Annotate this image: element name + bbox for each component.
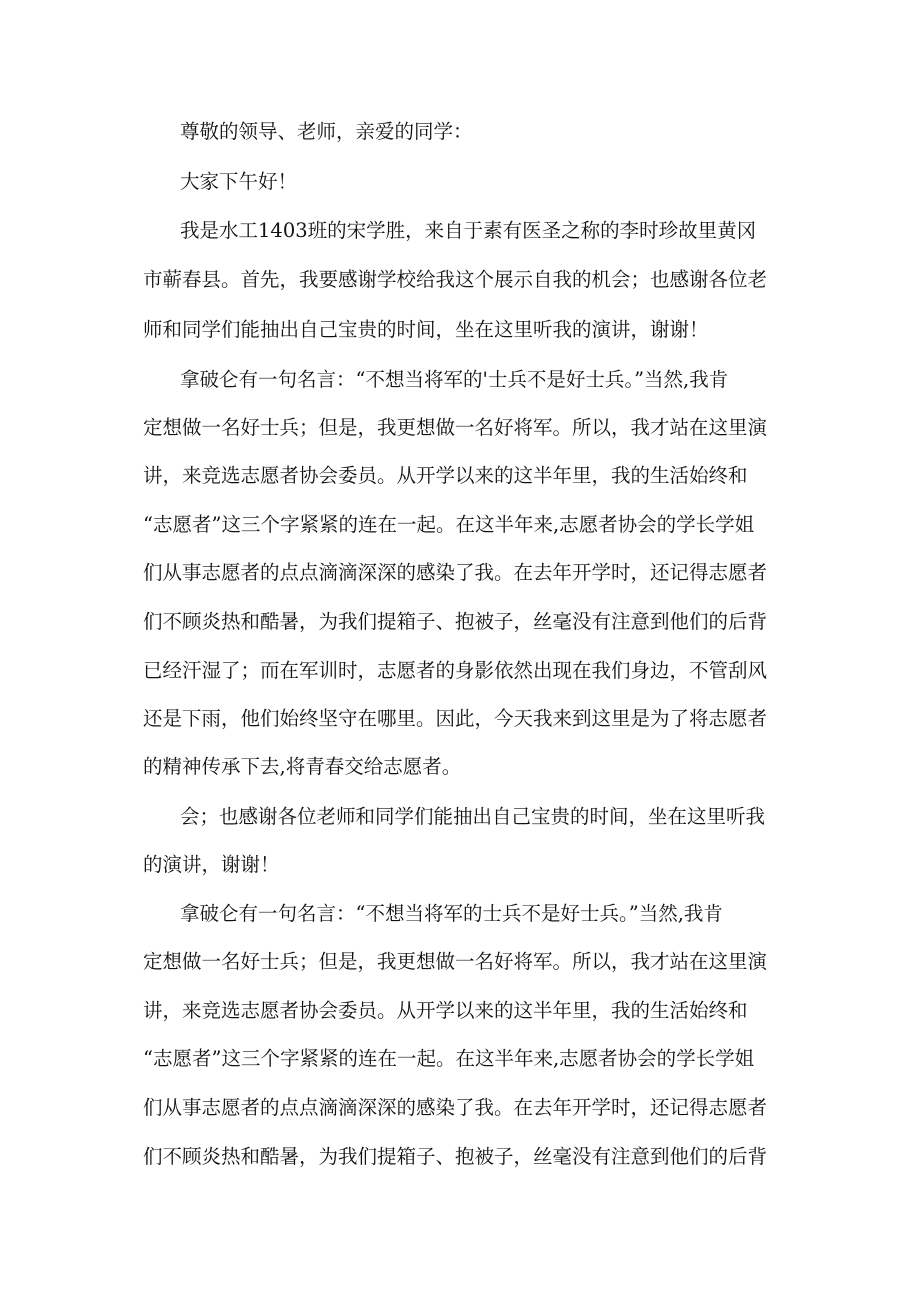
paragraph-line: 们从事志愿者的点点滴滴深深的感染了我。在去年开学时，还记得志愿者	[143, 561, 768, 584]
paragraph-line: “志愿者”这三个字紧紧的连在一起。在这半年来,志愿者协会的学长学姐	[143, 513, 755, 536]
paragraph-line: 讲，来竞选志愿者协会委员。从开学以来的这半年里，我的生活始终和	[143, 999, 748, 1022]
paragraph-line: 讲，来竞选志愿者协会委员。从开学以来的这半年里，我的生活始终和	[143, 464, 748, 487]
paragraph-line: “志愿者”这三个字紧紧的连在一起。在这半年来,志愿者协会的学长学姐	[143, 1047, 755, 1070]
paragraph-line: 我是水工1403班的宋学胜，来自于素有医圣之称的李时珍故里黄冈	[180, 219, 757, 242]
salutation-line: 大家下午好！	[180, 170, 298, 193]
greeting-line: 尊敬的领导、老师，亲爱的同学：	[180, 120, 473, 143]
paragraph-line: 的精神传承下去,将青春交给志愿者。	[143, 755, 462, 778]
paragraph-line: 定想做一名好士兵；但是，我更想做一名好将军。所以，我才站在这里演	[143, 416, 768, 439]
paragraph-line: 们从事志愿者的点点滴滴深深的感染了我。在去年开学时，还记得志愿者	[143, 1096, 768, 1119]
paragraph-line: 定想做一名好士兵；但是，我更想做一名好将军。所以，我才站在这里演	[143, 950, 768, 973]
paragraph-line: 会；也感谢各位老师和同学们能抽出自己宝贵的时间，坐在这里听我	[180, 805, 766, 828]
paragraph-line: 的演讲，谢谢！	[143, 853, 280, 876]
paragraph-line: 市蕲春县。首先，我要感谢学校给我这个展示自我的机会；也感谢各位老	[143, 268, 768, 291]
paragraph-line: 们不顾炎热和酷暑，为我们提箱子、抱被子，丝毫没有注意到他们的后背	[143, 1145, 768, 1168]
paragraph-line: 还是下雨，他们始终坚守在哪里。因此，今天我来到这里是为了将志愿者	[143, 707, 768, 730]
paragraph-line: 拿破仑有一句名言：“不想当将军的'士兵不是好士兵。”当然,我肯	[180, 368, 729, 391]
paragraph-line: 已经汗湿了；而在军训时，志愿者的身影依然出现在我们身边，不管刮风	[143, 659, 768, 682]
paragraph-line: 师和同学们能抽出自己宝贵的时间，坐在这里听我的演讲，谢谢！	[143, 318, 709, 341]
paragraph-line: 们不顾炎热和酷暑，为我们提箱子、抱被子，丝毫没有注意到他们的后背	[143, 610, 768, 633]
paragraph-line: 拿破仑有一句名言：“不想当将军的士兵不是好士兵。”当然,我肯	[180, 902, 723, 925]
